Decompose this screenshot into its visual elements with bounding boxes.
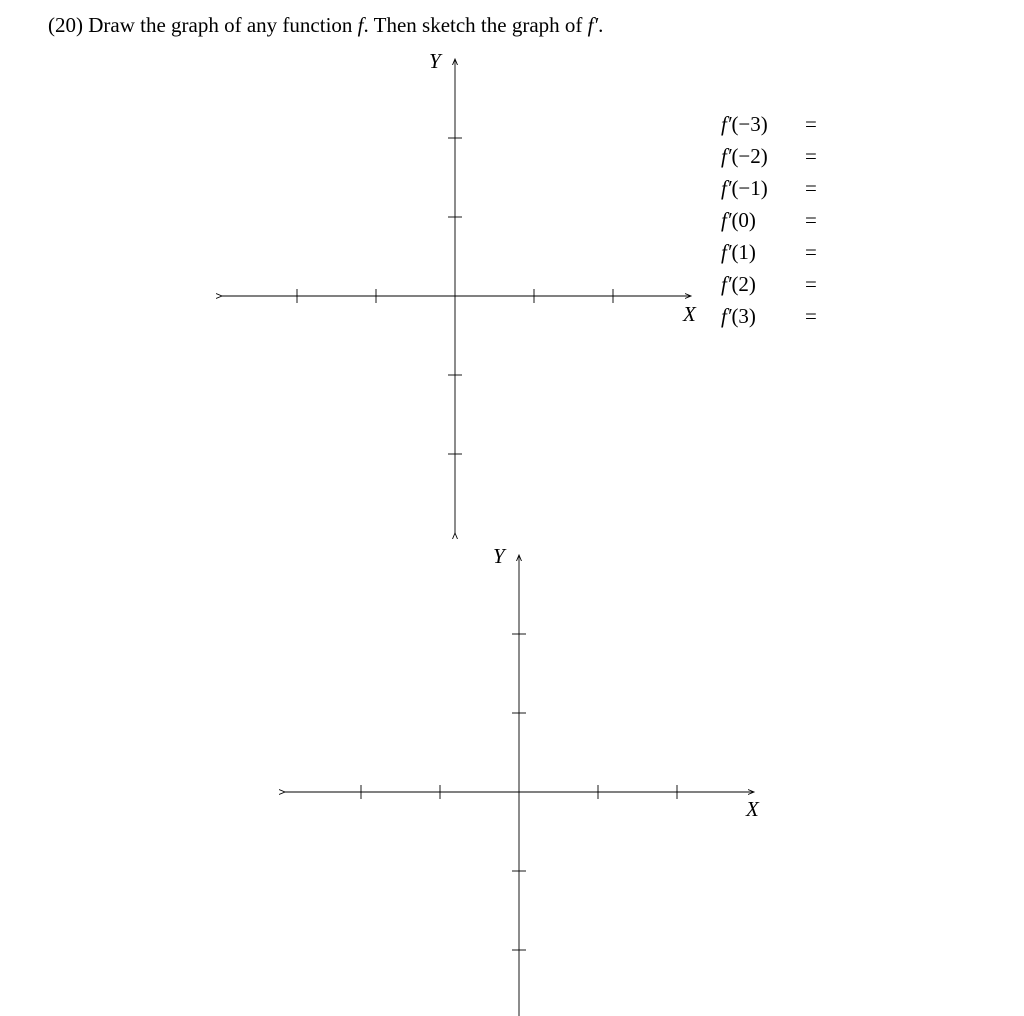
graph-f-x-label: X <box>683 302 696 326</box>
equals-sign: = <box>805 304 817 328</box>
equals-sign: = <box>805 112 817 136</box>
derivative-symbol: f′ <box>721 176 732 200</box>
graph-f-prime-axes[interactable] <box>285 555 754 1016</box>
graph-f-axes[interactable] <box>222 59 691 533</box>
function-f-prime: f′ <box>587 13 599 37</box>
derivative-arg: (1) <box>731 240 756 264</box>
equals-sign: = <box>805 272 817 296</box>
derivative-symbol: f′ <box>721 240 732 264</box>
problem-number: (20) <box>48 13 83 37</box>
derivative-arg: (−1) <box>731 176 768 200</box>
equals-sign: = <box>805 176 817 200</box>
derivative-arg: (2) <box>731 272 756 296</box>
graph-f-prime-y-label: Y <box>493 544 505 568</box>
derivative-arg: (3) <box>731 304 756 328</box>
function-f: f <box>357 13 364 37</box>
derivative-symbol: f′ <box>721 272 732 296</box>
graph-f-prime-x-label: X <box>746 797 759 821</box>
derivative-arg: (−2) <box>731 144 768 168</box>
derivative-symbol: f′ <box>721 208 732 232</box>
derivative-arg: (0) <box>731 208 756 232</box>
problem-text-2: . Then sketch the graph of <box>363 13 583 37</box>
graph-f-y-label: Y <box>429 49 441 73</box>
derivative-arg: (−3) <box>731 112 768 136</box>
equals-sign: = <box>805 240 817 264</box>
equals-sign: = <box>805 144 817 168</box>
derivative-symbol: f′ <box>721 304 732 328</box>
problem-text-1: Draw the graph of any function <box>88 13 353 37</box>
equals-sign: = <box>805 208 817 232</box>
derivative-symbol: f′ <box>721 144 732 168</box>
derivative-symbol: f′ <box>721 112 732 136</box>
problem-text-end: . <box>598 13 604 37</box>
